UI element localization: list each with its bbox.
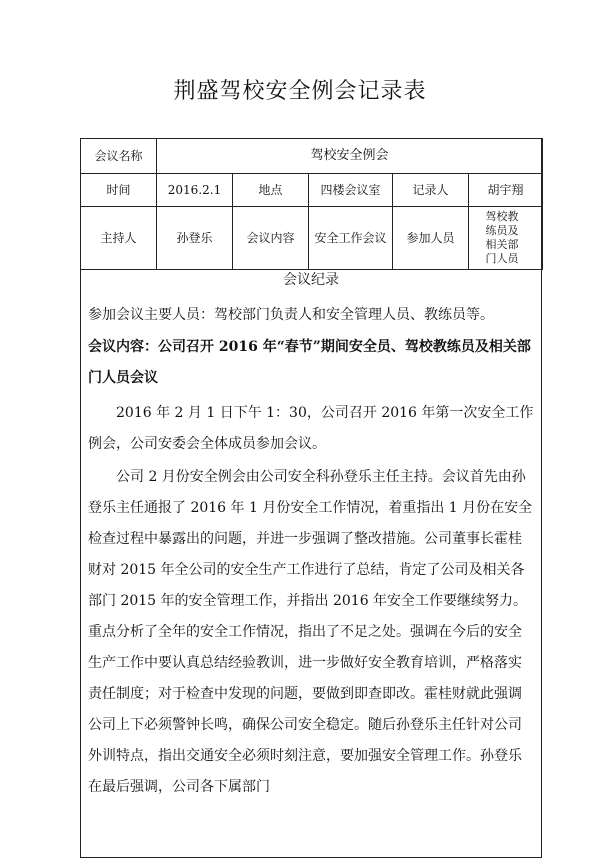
meeting-name-label: 会议名称: [81, 139, 157, 174]
row-meeting-name: [81, 139, 543, 174]
host-label: 主持人: [81, 207, 157, 270]
recorder-value: 胡宇翔: [469, 174, 543, 207]
participants-text: 参加会议主要人员：驾校部门负责人和安全管理人员、教练员等。: [88, 307, 494, 323]
attendees-label: 参加人员: [393, 207, 469, 270]
meeting-info-table: [80, 138, 543, 270]
attendees-value: 驾校教练员及相关部门人员: [485, 210, 519, 265]
meeting-record: [88, 270, 534, 803]
time-label: 时间: [81, 174, 157, 207]
content-value: 安全工作会议: [309, 207, 393, 270]
record-paragraph-1: 2016 年 2 月 1 日下午 1：30，公司召开 2016 年第一次安全工作例会，公司安委会全体成员参加会议。: [88, 405, 534, 452]
meeting-name-value: 驾校安全例会: [157, 139, 543, 174]
meeting-content-text: 会议内容：公司召开 2016 年“春节”期间安全员、驾校教练员及相关部门人员会议: [88, 339, 531, 386]
row-host-content: [81, 207, 543, 270]
location-value: 四楼会议室: [309, 174, 393, 207]
attendees-cell: [469, 207, 543, 270]
row-time-location: [81, 174, 543, 207]
record-heading: 会议纪录: [283, 272, 339, 288]
location-label: 地点: [233, 174, 309, 207]
record-paragraph-2: 公司 2 月份安全例会由公司安全科孙登乐主任主持。会议首先由孙登乐主任通报了 2016 年 1 月份安全工作情况，着重指出 1 月份在安全检查过程中暴露出的问题，并进一步强调了整改措施。公司董事长霍桂财对 2015 年全公司的安全生产工作进行了总结，肯定了公司及相关各部门 2015 年的安全管理工作，并指出 2016 年安全工作要继续努力。 重点分析了全年的安全工作情况，指出了不足之处。强调在今后的安全生产工作中要认真总结经验教训，进一步做好安全教育培训，严格落实责任制度；对于检查中发现的问题，要做到即查即改。霍桂财就此强调公司上下必须警钟长鸣，确保公司安全稳定。随后孙登乐主任针对公司外训特点，指出交通安全必须时刻注意，要加强安全管理工作。孙登乐在最后强调，公司各下属部门: [88, 469, 533, 795]
content-label: 会议内容: [233, 207, 309, 270]
recorder-label: 记录人: [393, 174, 469, 207]
time-value: 2016.2.1: [157, 174, 233, 207]
host-value: 孙登乐: [157, 207, 233, 270]
document-title: 荆盛驾校安全例会记录表: [173, 79, 427, 104]
